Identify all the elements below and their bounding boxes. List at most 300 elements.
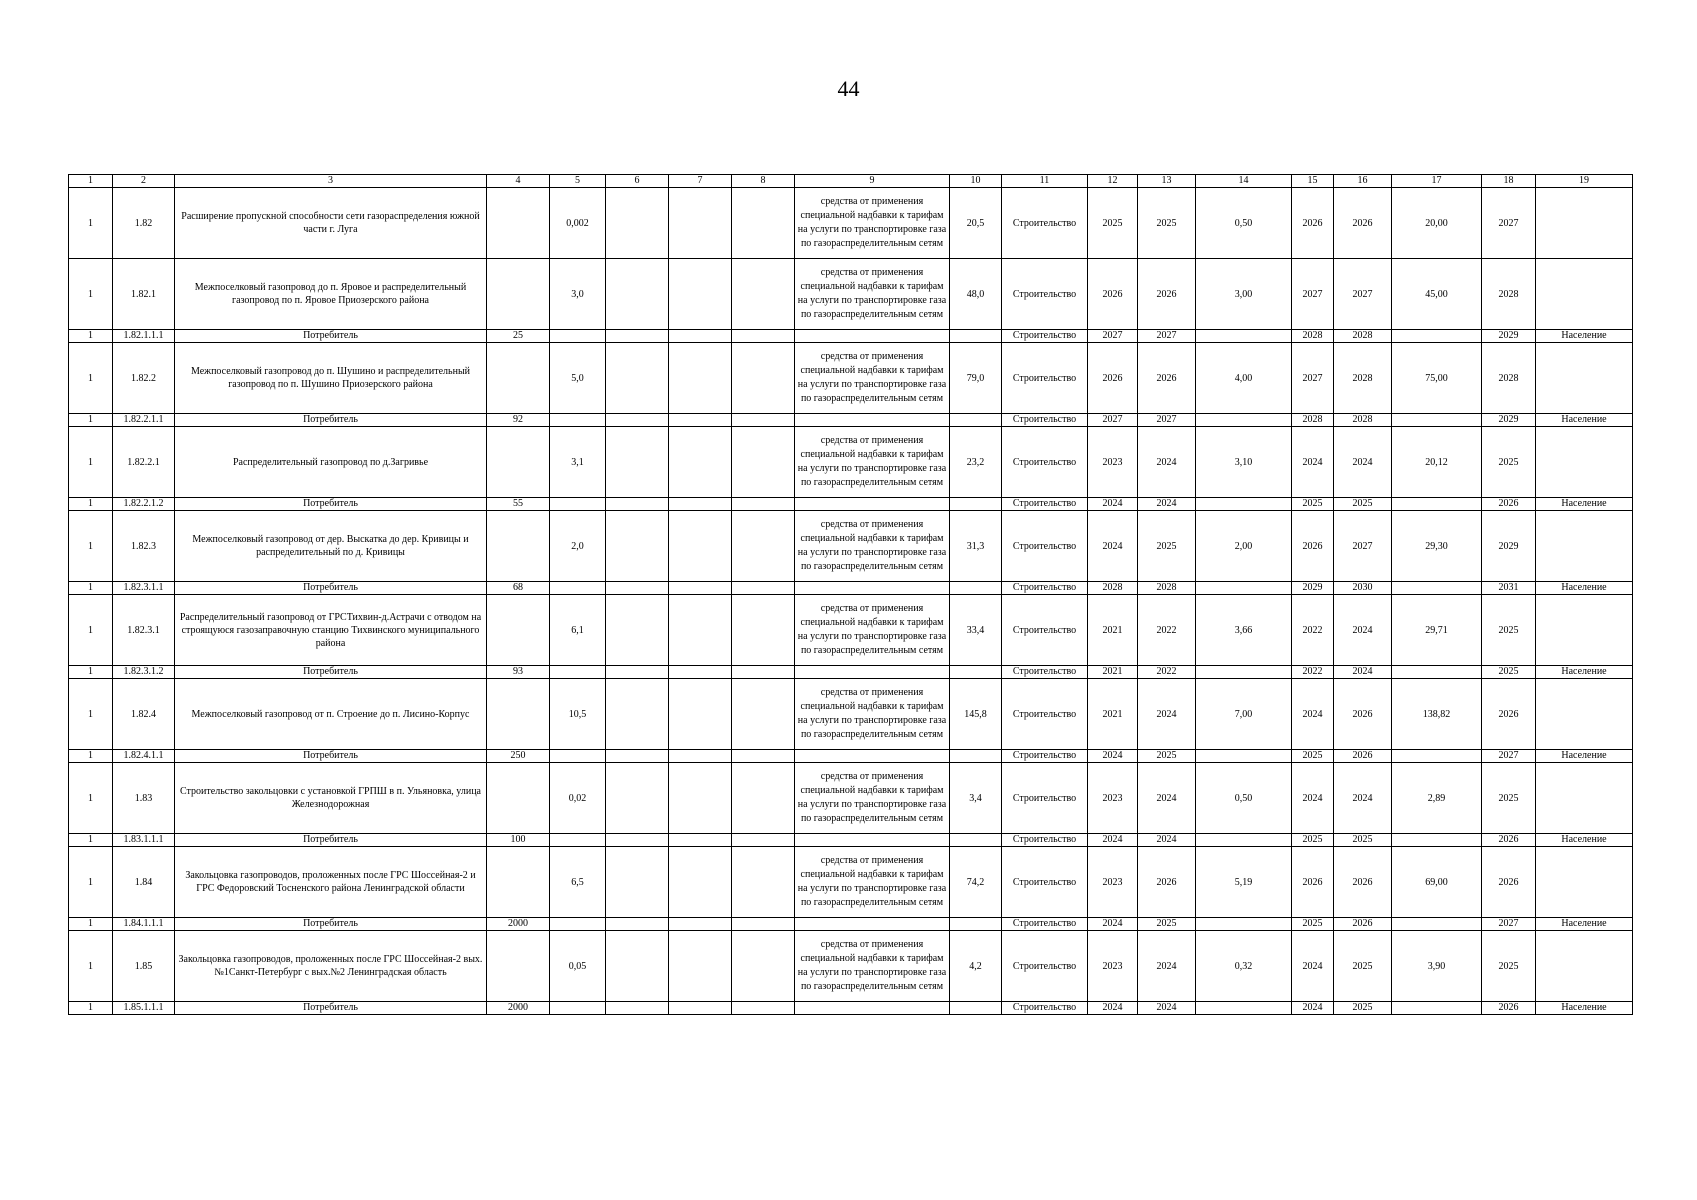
commissioning-year-cell: 2027 (1482, 750, 1536, 763)
financing-source-cell: средства от применения специальной надбавки к тарифам на услуги по транспортировке газа по газораспределительным сетям (795, 427, 950, 498)
work-type-cell: Строительство (1002, 188, 1088, 259)
financing-source-cell: средства от применения специальной надбавки к тарифам на услуги по транспортировке газа по газораспределительным сетям (795, 595, 950, 666)
consumer-category-cell (1536, 511, 1633, 582)
column-header: 5 (550, 175, 606, 188)
consumer-count-cell (487, 763, 550, 834)
consumer-count-cell: 55 (487, 498, 550, 511)
row-code-cell: 1.82.2 (113, 343, 175, 414)
financing-source-cell: средства от применения специальной надбавки к тарифам на услуги по транспортировке газа по газораспределительным сетям (795, 679, 950, 750)
start-year-cell: 2024 (1088, 918, 1138, 931)
smr-end-cell: 2024 (1334, 595, 1392, 666)
start-year-cell: 2021 (1088, 595, 1138, 666)
smr-cost-cell (1392, 582, 1482, 595)
row-code-cell: 1.82.2.1 (113, 427, 175, 498)
cost-cell: 145,8 (950, 679, 1002, 750)
cost-cell (950, 666, 1002, 679)
smr-end-cell: 2025 (1334, 834, 1392, 847)
page-number: 44 (837, 76, 860, 101)
pir-cost-cell (1196, 330, 1292, 343)
smr-start-cell: 2024 (1292, 679, 1334, 750)
col7-cell (669, 750, 732, 763)
consumer-count-cell: 92 (487, 414, 550, 427)
financing-source-cell: средства от применения специальной надбавки к тарифам на услуги по транспортировке газа по газораспределительным сетям (795, 511, 950, 582)
consumer-count-cell (487, 595, 550, 666)
pir-cost-cell (1196, 498, 1292, 511)
smr-cost-cell: 75,00 (1392, 343, 1482, 414)
column-header: 1 (69, 175, 113, 188)
col6-cell (606, 582, 669, 595)
financing-source-cell: средства от применения специальной надбавки к тарифам на услуги по транспортировке газа по газораспределительным сетям (795, 343, 950, 414)
consumer-count-cell: 2000 (487, 1002, 550, 1015)
start-year-cell: 2024 (1088, 511, 1138, 582)
col6-cell (606, 834, 669, 847)
commissioning-year-cell: 2029 (1482, 511, 1536, 582)
commissioning-year-cell: 2026 (1482, 679, 1536, 750)
col6-cell (606, 679, 669, 750)
work-type-cell: Строительство (1002, 414, 1088, 427)
start-year-cell: 2024 (1088, 834, 1138, 847)
smr-cost-cell: 20,12 (1392, 427, 1482, 498)
pir-cost-cell (1196, 834, 1292, 847)
row-level-cell: 1 (69, 259, 113, 330)
row-level-cell: 1 (69, 1002, 113, 1015)
financing-source-cell (795, 750, 950, 763)
start-year-cell: 2024 (1088, 1002, 1138, 1015)
end-year-cell: 2025 (1138, 750, 1196, 763)
start-year-cell: 2024 (1088, 498, 1138, 511)
smr-cost-cell (1392, 750, 1482, 763)
consumer-category-cell: Население (1536, 834, 1633, 847)
smr-cost-cell: 45,00 (1392, 259, 1482, 330)
col7-cell (669, 666, 732, 679)
smr-start-cell: 2027 (1292, 259, 1334, 330)
smr-start-cell: 2026 (1292, 511, 1334, 582)
col8-cell (732, 750, 795, 763)
smr-start-cell: 2028 (1292, 414, 1334, 427)
work-type-cell: Строительство (1002, 582, 1088, 595)
length-cell: 2,0 (550, 511, 606, 582)
col7-cell (669, 918, 732, 931)
end-year-cell: 2024 (1138, 427, 1196, 498)
consumer-row (69, 834, 1633, 847)
work-type-cell: Строительство (1002, 931, 1088, 1002)
object-name-cell: Потребитель (175, 750, 487, 763)
investment-program-table (68, 174, 1633, 1015)
col7-cell (669, 259, 732, 330)
column-header: 13 (1138, 175, 1196, 188)
smr-start-cell: 2022 (1292, 595, 1334, 666)
consumer-row (69, 750, 1633, 763)
object-name-cell: Потребитель (175, 582, 487, 595)
col8-cell (732, 763, 795, 834)
smr-cost-cell: 29,30 (1392, 511, 1482, 582)
col6-cell (606, 259, 669, 330)
column-header: 2 (113, 175, 175, 188)
length-cell (550, 666, 606, 679)
smr-end-cell: 2026 (1334, 188, 1392, 259)
cost-cell (950, 1002, 1002, 1015)
consumer-count-cell: 68 (487, 582, 550, 595)
column-header: 15 (1292, 175, 1334, 188)
col6-cell (606, 511, 669, 582)
smr-end-cell: 2028 (1334, 330, 1392, 343)
pir-cost-cell: 3,10 (1196, 427, 1292, 498)
column-header: 9 (795, 175, 950, 188)
smr-start-cell: 2025 (1292, 498, 1334, 511)
consumer-category-cell (1536, 847, 1633, 918)
smr-start-cell: 2024 (1292, 763, 1334, 834)
financing-source-cell (795, 918, 950, 931)
start-year-cell: 2027 (1088, 414, 1138, 427)
object-name-cell: Межпоселковый газопровод от дер. Выскатка до дер. Кривицы и распределительный по д. Кривицы (175, 511, 487, 582)
row-level-cell: 1 (69, 511, 113, 582)
consumer-category-cell: Население (1536, 498, 1633, 511)
smr-start-cell: 2029 (1292, 582, 1334, 595)
work-type-cell: Строительство (1002, 679, 1088, 750)
smr-end-cell: 2024 (1334, 763, 1392, 834)
cost-cell: 31,3 (950, 511, 1002, 582)
start-year-cell: 2023 (1088, 931, 1138, 1002)
financing-source-cell (795, 582, 950, 595)
smr-end-cell: 2024 (1334, 427, 1392, 498)
work-type-cell: Строительство (1002, 750, 1088, 763)
row-code-cell: 1.83.1.1.1 (113, 834, 175, 847)
start-year-cell: 2023 (1088, 763, 1138, 834)
smr-end-cell: 2025 (1334, 1002, 1392, 1015)
column-header: 10 (950, 175, 1002, 188)
col8-cell (732, 931, 795, 1002)
consumer-row (69, 582, 1633, 595)
col6-cell (606, 918, 669, 931)
row-code-cell: 1.84 (113, 847, 175, 918)
column-header: 11 (1002, 175, 1088, 188)
smr-end-cell: 2024 (1334, 666, 1392, 679)
object-row (69, 511, 1633, 582)
smr-start-cell: 2026 (1292, 847, 1334, 918)
length-cell: 6,1 (550, 595, 606, 666)
object-name-cell: Потребитель (175, 1002, 487, 1015)
consumer-row (69, 498, 1633, 511)
smr-end-cell: 2026 (1334, 679, 1392, 750)
work-type-cell: Строительство (1002, 595, 1088, 666)
length-cell: 3,0 (550, 259, 606, 330)
column-number-header-row (69, 175, 1633, 188)
row-code-cell: 1.82.3.1.2 (113, 666, 175, 679)
consumer-category-cell: Население (1536, 750, 1633, 763)
commissioning-year-cell: 2025 (1482, 666, 1536, 679)
column-header: 8 (732, 175, 795, 188)
financing-source-cell (795, 834, 950, 847)
consumer-count-cell (487, 427, 550, 498)
length-cell: 10,5 (550, 679, 606, 750)
object-row (69, 847, 1633, 918)
col6-cell (606, 931, 669, 1002)
length-cell (550, 1002, 606, 1015)
start-year-cell: 2027 (1088, 330, 1138, 343)
smr-end-cell: 2026 (1334, 847, 1392, 918)
commissioning-year-cell: 2027 (1482, 188, 1536, 259)
row-code-cell: 1.82.4.1.1 (113, 750, 175, 763)
row-level-cell: 1 (69, 750, 113, 763)
col6-cell (606, 414, 669, 427)
row-code-cell: 1.82.2.1.2 (113, 498, 175, 511)
cost-cell (950, 414, 1002, 427)
col7-cell (669, 427, 732, 498)
column-header: 3 (175, 175, 487, 188)
length-cell (550, 330, 606, 343)
col7-cell (669, 511, 732, 582)
financing-source-cell (795, 498, 950, 511)
column-header: 7 (669, 175, 732, 188)
smr-end-cell: 2028 (1334, 414, 1392, 427)
object-row (69, 595, 1633, 666)
object-name-cell: Потребитель (175, 834, 487, 847)
consumer-category-cell (1536, 259, 1633, 330)
end-year-cell: 2022 (1138, 595, 1196, 666)
col6-cell (606, 498, 669, 511)
length-cell: 0,05 (550, 931, 606, 1002)
consumer-category-cell (1536, 188, 1633, 259)
smr-cost-cell: 2,89 (1392, 763, 1482, 834)
pir-cost-cell: 0,50 (1196, 188, 1292, 259)
col8-cell (732, 582, 795, 595)
smr-cost-cell (1392, 330, 1482, 343)
cost-cell: 33,4 (950, 595, 1002, 666)
object-name-cell: Распределительный газопровод по д.Загривье (175, 427, 487, 498)
commissioning-year-cell: 2029 (1482, 414, 1536, 427)
commissioning-year-cell: 2025 (1482, 427, 1536, 498)
object-name-cell: Потребитель (175, 918, 487, 931)
pir-cost-cell (1196, 666, 1292, 679)
col6-cell (606, 330, 669, 343)
consumer-category-cell (1536, 343, 1633, 414)
smr-cost-cell: 29,71 (1392, 595, 1482, 666)
row-level-cell: 1 (69, 666, 113, 679)
cost-cell: 48,0 (950, 259, 1002, 330)
column-header: 17 (1392, 175, 1482, 188)
col6-cell (606, 595, 669, 666)
col7-cell (669, 679, 732, 750)
row-level-cell: 1 (69, 918, 113, 931)
work-type-cell: Строительство (1002, 511, 1088, 582)
col8-cell (732, 414, 795, 427)
row-level-cell: 1 (69, 763, 113, 834)
cost-cell: 4,2 (950, 931, 1002, 1002)
row-code-cell: 1.85 (113, 931, 175, 1002)
col8-cell (732, 427, 795, 498)
col8-cell (732, 1002, 795, 1015)
object-row (69, 427, 1633, 498)
row-level-cell: 1 (69, 498, 113, 511)
start-year-cell: 2023 (1088, 427, 1138, 498)
end-year-cell: 2026 (1138, 259, 1196, 330)
col8-cell (732, 847, 795, 918)
object-name-cell: Закольцовка газопроводов, проложенных после ГРС Шоссейная-2 вых.№1Санкт-Петербург с вых.№2 Ленинградская область (175, 931, 487, 1002)
end-year-cell: 2025 (1138, 511, 1196, 582)
object-row (69, 259, 1633, 330)
pir-cost-cell: 0,32 (1196, 931, 1292, 1002)
column-header: 16 (1334, 175, 1392, 188)
length-cell (550, 582, 606, 595)
consumer-count-cell: 2000 (487, 918, 550, 931)
length-cell (550, 834, 606, 847)
object-name-cell: Потребитель (175, 666, 487, 679)
object-row (69, 679, 1633, 750)
consumer-row (69, 330, 1633, 343)
smr-cost-cell: 69,00 (1392, 847, 1482, 918)
financing-source-cell: средства от применения специальной надбавки к тарифам на услуги по транспортировке газа по газораспределительным сетям (795, 259, 950, 330)
col8-cell (732, 330, 795, 343)
row-code-cell: 1.85.1.1.1 (113, 1002, 175, 1015)
pir-cost-cell: 7,00 (1196, 679, 1292, 750)
pir-cost-cell: 5,19 (1196, 847, 1292, 918)
col8-cell (732, 498, 795, 511)
financing-source-cell (795, 330, 950, 343)
commissioning-year-cell: 2027 (1482, 918, 1536, 931)
object-row (69, 763, 1633, 834)
cost-cell: 79,0 (950, 343, 1002, 414)
consumer-category-cell (1536, 763, 1633, 834)
row-level-cell: 1 (69, 931, 113, 1002)
object-name-cell: Закольцовка газопроводов, проложенных после ГРС Шоссейная-2 и ГРС Федоровский Тосненского района Ленинградской области (175, 847, 487, 918)
row-level-cell: 1 (69, 582, 113, 595)
smr-start-cell: 2027 (1292, 343, 1334, 414)
work-type-cell: Строительство (1002, 666, 1088, 679)
work-type-cell: Строительство (1002, 834, 1088, 847)
consumer-category-cell: Население (1536, 414, 1633, 427)
consumer-category-cell: Население (1536, 582, 1633, 595)
pir-cost-cell (1196, 750, 1292, 763)
end-year-cell: 2027 (1138, 414, 1196, 427)
smr-start-cell: 2024 (1292, 931, 1334, 1002)
end-year-cell: 2024 (1138, 763, 1196, 834)
row-code-cell: 1.83 (113, 763, 175, 834)
column-header: 14 (1196, 175, 1292, 188)
cost-cell (950, 330, 1002, 343)
consumer-count-cell: 93 (487, 666, 550, 679)
commissioning-year-cell: 2025 (1482, 595, 1536, 666)
pir-cost-cell (1196, 582, 1292, 595)
smr-start-cell: 2025 (1292, 750, 1334, 763)
end-year-cell: 2022 (1138, 666, 1196, 679)
col7-cell (669, 1002, 732, 1015)
consumer-count-cell: 25 (487, 330, 550, 343)
start-year-cell: 2024 (1088, 750, 1138, 763)
financing-source-cell (795, 666, 950, 679)
col7-cell (669, 498, 732, 511)
smr-end-cell: 2027 (1334, 259, 1392, 330)
row-code-cell: 1.82.3.1 (113, 595, 175, 666)
cost-cell (950, 834, 1002, 847)
length-cell: 6,5 (550, 847, 606, 918)
smr-cost-cell: 20,00 (1392, 188, 1482, 259)
row-level-cell: 1 (69, 847, 113, 918)
consumer-category-cell (1536, 595, 1633, 666)
commissioning-year-cell: 2025 (1482, 931, 1536, 1002)
cost-cell: 3,4 (950, 763, 1002, 834)
smr-start-cell: 2024 (1292, 1002, 1334, 1015)
col7-cell (669, 330, 732, 343)
financing-source-cell: средства от применения специальной надбавки к тарифам на услуги по транспортировке газа по газораспределительным сетям (795, 931, 950, 1002)
row-code-cell: 1.82.3 (113, 511, 175, 582)
col7-cell (669, 595, 732, 666)
col7-cell (669, 847, 732, 918)
row-level-cell: 1 (69, 330, 113, 343)
object-name-cell: Распределительный газопровод от ГРСТихвин-д.Астрачи с отводом на строящуюся газозаправочную станцию Тихвинского муниципального района (175, 595, 487, 666)
smr-end-cell: 2030 (1334, 582, 1392, 595)
row-level-cell: 1 (69, 414, 113, 427)
end-year-cell: 2026 (1138, 343, 1196, 414)
row-code-cell: 1.84.1.1.1 (113, 918, 175, 931)
length-cell: 0,02 (550, 763, 606, 834)
financing-source-cell (795, 1002, 950, 1015)
commissioning-year-cell: 2028 (1482, 343, 1536, 414)
consumer-category-cell: Население (1536, 330, 1633, 343)
column-header: 4 (487, 175, 550, 188)
end-year-cell: 2024 (1138, 679, 1196, 750)
col6-cell (606, 666, 669, 679)
col6-cell (606, 763, 669, 834)
smr-start-cell: 2026 (1292, 188, 1334, 259)
col7-cell (669, 343, 732, 414)
smr-cost-cell (1392, 666, 1482, 679)
col8-cell (732, 343, 795, 414)
col7-cell (669, 414, 732, 427)
object-name-cell: Потребитель (175, 498, 487, 511)
smr-cost-cell: 3,90 (1392, 931, 1482, 1002)
smr-cost-cell (1392, 1002, 1482, 1015)
column-header: 18 (1482, 175, 1536, 188)
cost-cell (950, 750, 1002, 763)
consumer-count-cell (487, 259, 550, 330)
work-type-cell: Строительство (1002, 763, 1088, 834)
consumer-count-cell: 250 (487, 750, 550, 763)
object-name-cell: Межпоселковый газопровод от п. Строение до п. Лисино-Корпус (175, 679, 487, 750)
end-year-cell: 2025 (1138, 188, 1196, 259)
consumer-row (69, 666, 1633, 679)
length-cell (550, 414, 606, 427)
work-type-cell: Строительство (1002, 330, 1088, 343)
smr-end-cell: 2026 (1334, 918, 1392, 931)
start-year-cell: 2021 (1088, 666, 1138, 679)
financing-source-cell: средства от применения специальной надбавки к тарифам на услуги по транспортировке газа по газораспределительным сетям (795, 188, 950, 259)
start-year-cell: 2021 (1088, 679, 1138, 750)
end-year-cell: 2024 (1138, 834, 1196, 847)
smr-end-cell: 2025 (1334, 931, 1392, 1002)
object-name-cell: Межпоселковый газопровод до п. Яровое и распределительный газопровод по п. Яровое Приозерского района (175, 259, 487, 330)
cost-cell (950, 918, 1002, 931)
cost-cell: 74,2 (950, 847, 1002, 918)
row-code-cell: 1.82 (113, 188, 175, 259)
row-level-cell: 1 (69, 679, 113, 750)
col6-cell (606, 1002, 669, 1015)
pir-cost-cell: 4,00 (1196, 343, 1292, 414)
commissioning-year-cell: 2028 (1482, 259, 1536, 330)
work-type-cell: Строительство (1002, 1002, 1088, 1015)
row-code-cell: 1.82.4 (113, 679, 175, 750)
end-year-cell: 2024 (1138, 498, 1196, 511)
financing-source-cell: средства от применения специальной надбавки к тарифам на услуги по транспортировке газа по газораспределительным сетям (795, 847, 950, 918)
row-code-cell: 1.82.1.1.1 (113, 330, 175, 343)
consumer-row (69, 414, 1633, 427)
object-row (69, 931, 1633, 1002)
col6-cell (606, 847, 669, 918)
end-year-cell: 2025 (1138, 918, 1196, 931)
work-type-cell: Строительство (1002, 918, 1088, 931)
row-level-cell: 1 (69, 595, 113, 666)
end-year-cell: 2024 (1138, 931, 1196, 1002)
col7-cell (669, 834, 732, 847)
